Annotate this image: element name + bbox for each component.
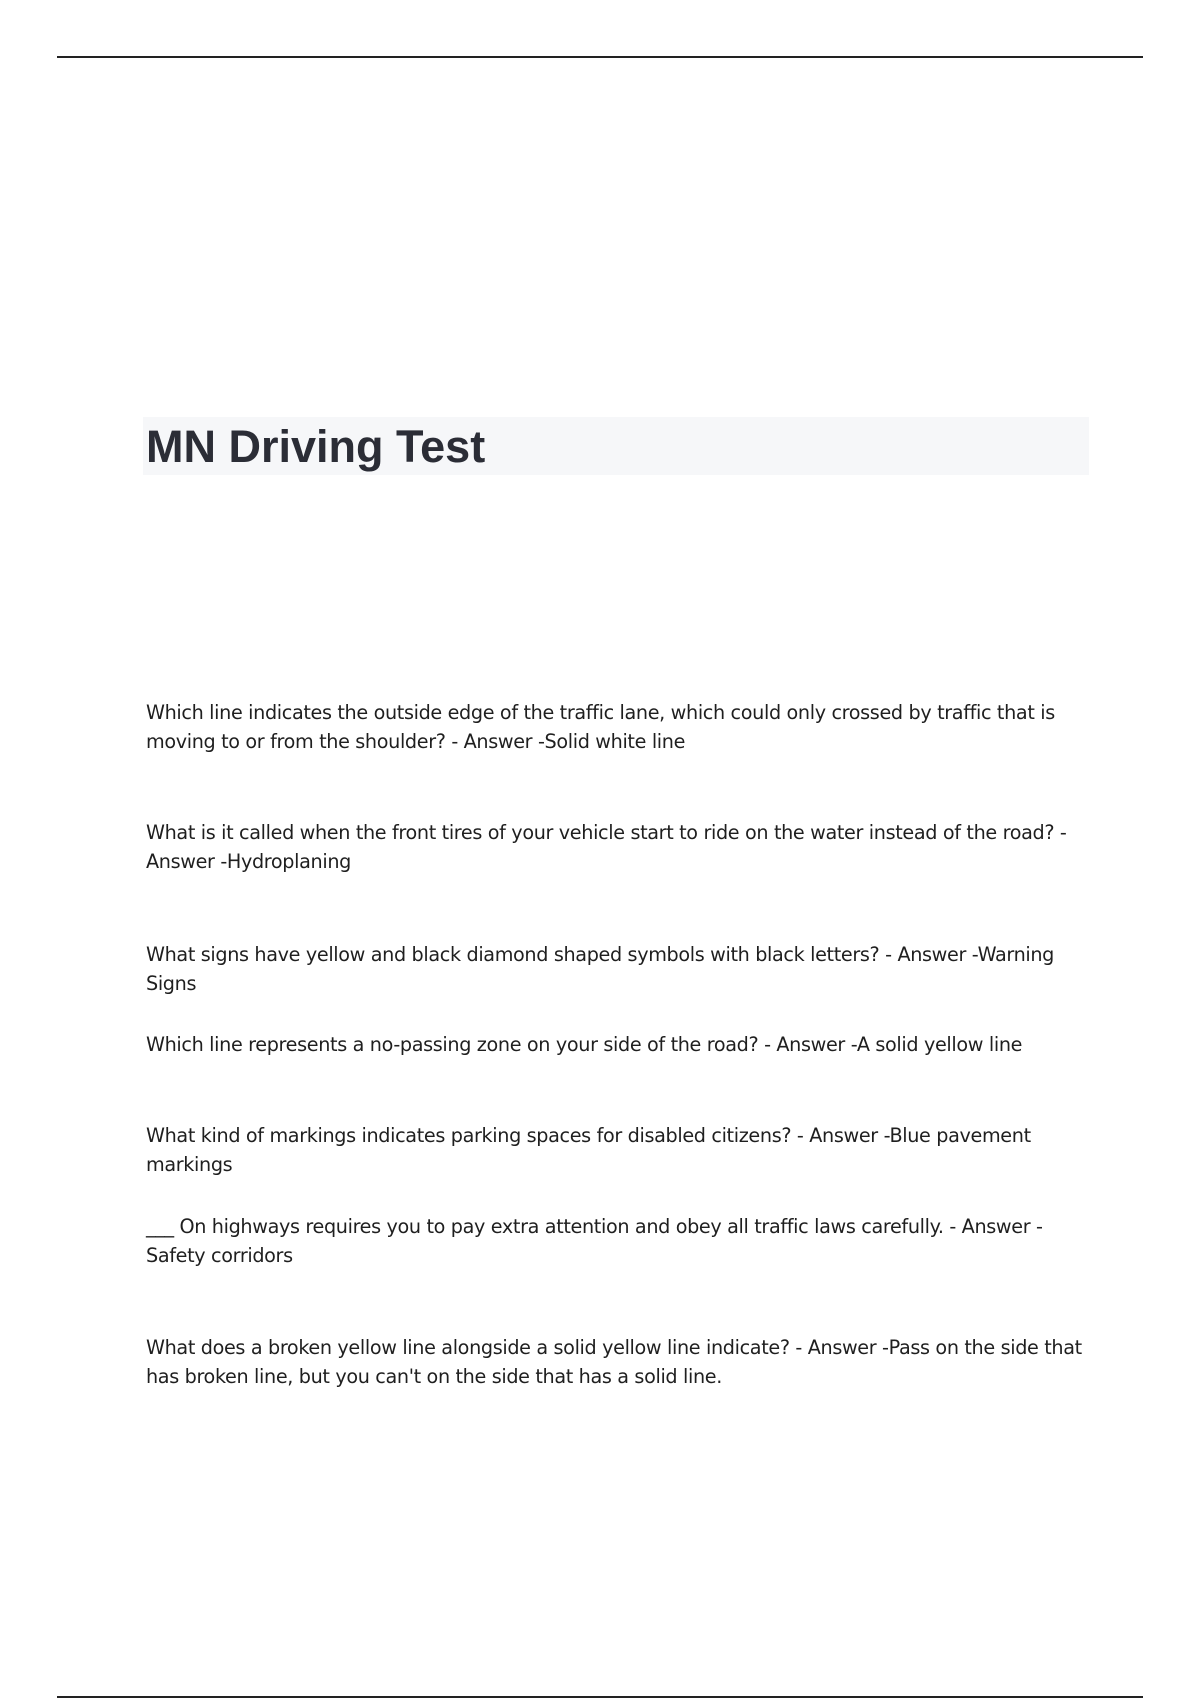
page-bottom-rule	[57, 1696, 1143, 1698]
qa-item: What does a broken yellow line alongside a solid yellow line indicate? - Answer -Pass on the side that has broken line, but you can't on the side that has a solid line.	[146, 1336, 1082, 1388]
qa-item: What is it called when the front tires of your vehicle start to ride on the water instead of the road? - Answer -Hydroplaning	[146, 821, 1067, 873]
page-top-rule	[57, 56, 1143, 58]
qa-item: What signs have yellow and black diamond shaped symbols with black letters? - Answer -Warning Signs	[146, 943, 1055, 995]
qa-item: Which line represents a no-passing zone on your side of the road? - Answer -A solid yellow line	[146, 1033, 1023, 1056]
qa-item: What kind of markings indicates parking spaces for disabled citizens? - Answer -Blue pavement markings	[146, 1124, 1031, 1176]
qa-item: ___ On highways requires you to pay extra attention and obey all traffic laws carefully. - Answer -Safety corridors	[146, 1215, 1043, 1267]
document-title: MN Driving Test	[146, 421, 486, 472]
qa-item: Which line indicates the outside edge of the traffic lane, which could only crossed by traffic that is moving to or from the shoulder? - Answer -Solid white line	[146, 701, 1055, 753]
